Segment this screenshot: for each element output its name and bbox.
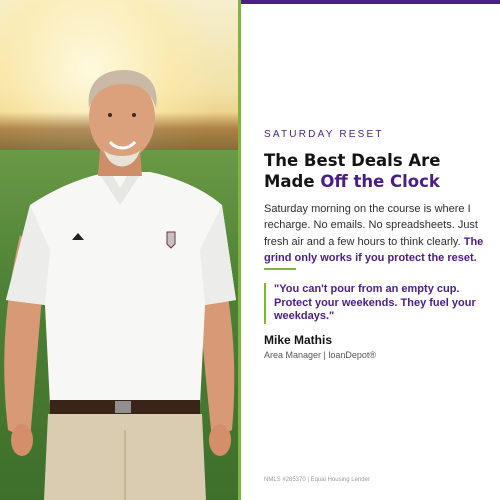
body-highlight: The grind only works if you protect the reset. (264, 235, 484, 265)
body-text: Saturday morning on the course is where I recharge. No emails. No spreadsheets. Just fresh air and a few hours to think clearly. (264, 203, 478, 248)
green-divider (264, 268, 296, 270)
headline-line-1: The Best Deals Are (264, 151, 441, 170)
body-paragraph (264, 201, 484, 267)
headline-accent: Off the Clock (320, 172, 440, 191)
footer-disclaimer: NMLS #285370 | Equal Housing Lender (264, 477, 370, 483)
author-name: Mike Mathis (264, 333, 333, 347)
eyebrow-label: SATURDAY RESET (264, 129, 384, 140)
author-role: Area Manager | loanDepot® (264, 350, 377, 360)
green-divider-bar (238, 0, 241, 500)
person-golf-course-photo (0, 0, 240, 500)
purple-top-bar (241, 0, 500, 4)
headline (264, 150, 489, 192)
man-in-white-polo (0, 0, 240, 500)
quote-block (264, 283, 492, 324)
quote-text: "You can't pour from an empty cup. Protect your weekends. They fuel your weekdays." (274, 283, 476, 323)
headline-line-2: Made (264, 172, 321, 191)
